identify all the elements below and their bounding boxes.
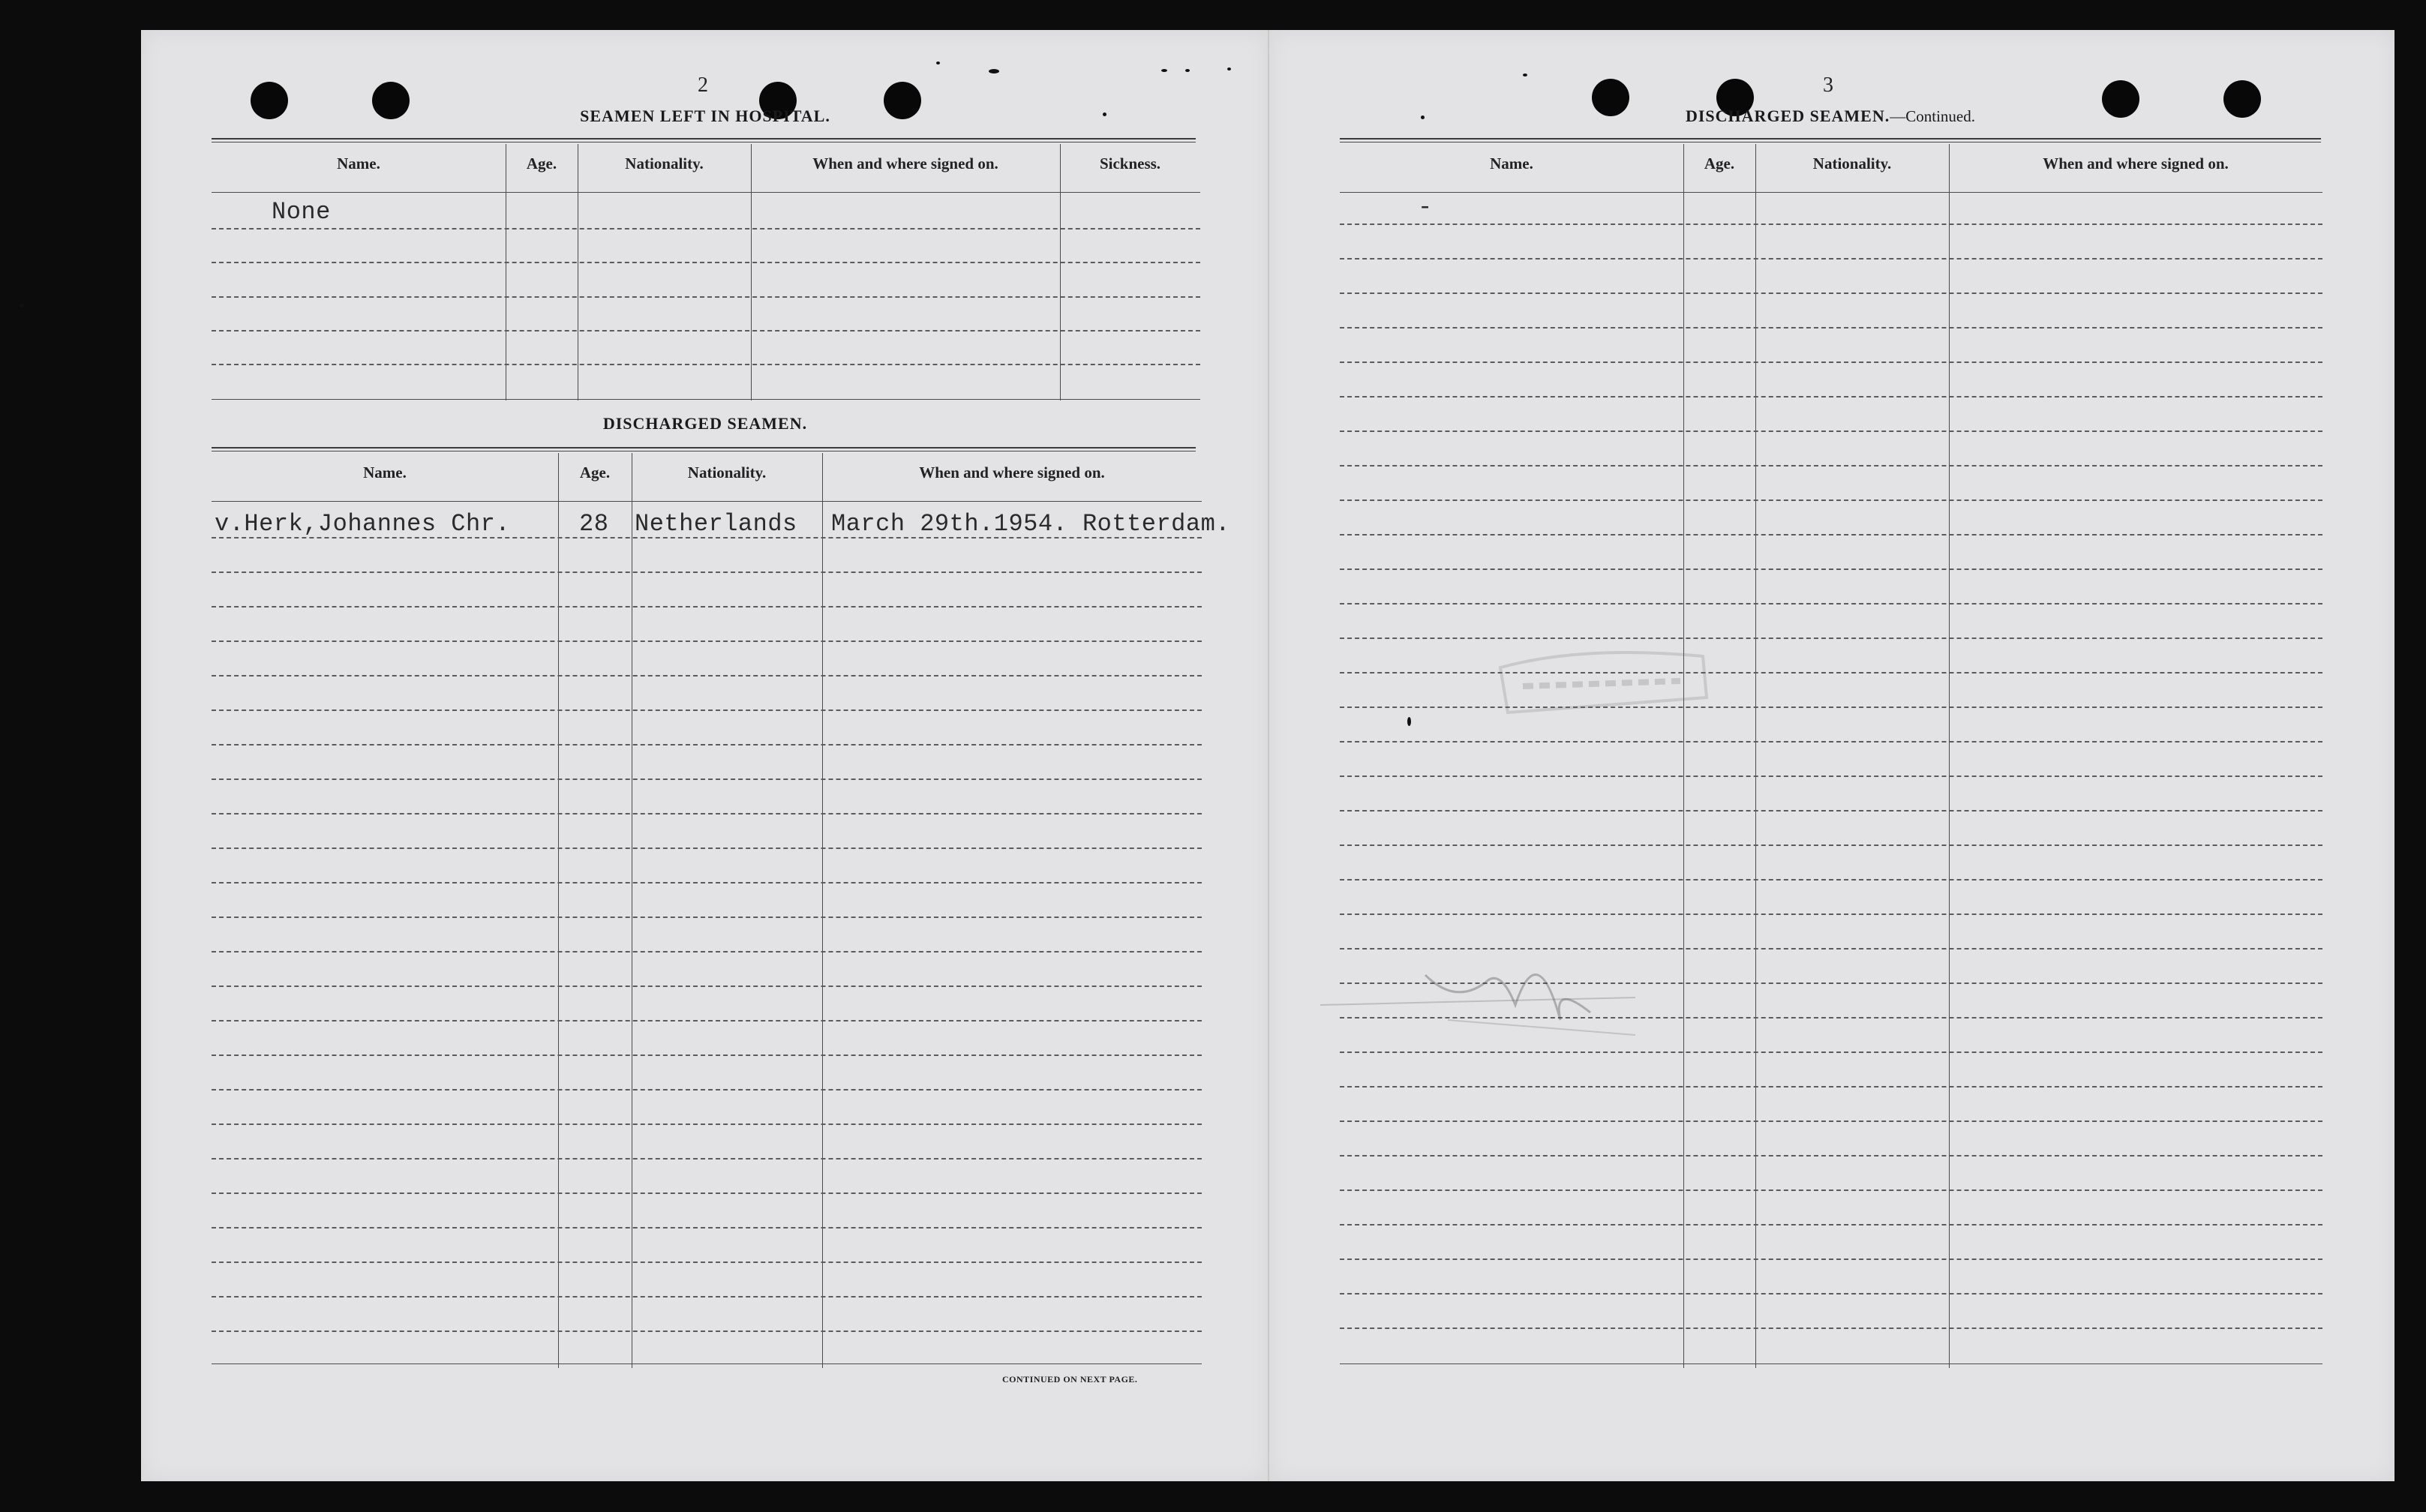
- discharged-table-right: [1340, 144, 2322, 1368]
- table-top-rule: [212, 447, 1196, 452]
- hospital-col-sickness: Sickness.: [1099, 154, 1161, 172]
- title-suffix: —Continued.: [1890, 107, 1975, 125]
- hospital-col-name: Name.: [337, 154, 380, 172]
- ink-speck: [1161, 69, 1167, 72]
- page-number-right: 3: [1823, 74, 1833, 97]
- discharged-continued-title: [1635, 106, 2025, 126]
- discharged-entry-nationality: Netherlands: [635, 510, 797, 538]
- discharged-section-title: DISCHARGED SEAMEN.: [602, 414, 808, 433]
- ink-speck: [1523, 74, 1527, 76]
- punch-hole: [372, 82, 410, 119]
- right-col-signed-on: When and where signed on.: [2043, 154, 2229, 172]
- ink-speck: [1421, 116, 1425, 119]
- discharged-table-left: [212, 453, 1202, 1368]
- ink-speck: [1407, 717, 1411, 726]
- hospital-table: [212, 144, 1200, 400]
- right-col-age: Age.: [1704, 154, 1735, 172]
- ink-speck: [1185, 69, 1190, 72]
- punch-hole: [1592, 79, 1629, 116]
- faint-signature: [1320, 922, 1650, 1058]
- table-top-rule: [212, 138, 1196, 142]
- hospital-col-signed-on: When and where signed on.: [812, 154, 998, 172]
- ink-speck: [20, 303, 24, 308]
- faint-stamp: [1493, 615, 1718, 735]
- ink-speck: [1227, 68, 1231, 70]
- discharged-entry-name: v.Herk,Johannes Chr.: [215, 510, 511, 538]
- title-text: DISCHARGED SEAMEN.: [1685, 106, 1890, 125]
- discharged-col-nationality: Nationality.: [687, 464, 767, 482]
- hospital-entry-name: None: [272, 198, 331, 226]
- hospital-col-age: Age.: [526, 154, 557, 172]
- page-number-left: 2: [698, 74, 708, 97]
- discharged-entry-age: 28: [579, 510, 609, 538]
- discharged-col-name: Name.: [363, 464, 407, 482]
- right-col-name: Name.: [1490, 154, 1533, 172]
- hospital-section-title: SEAMEN LEFT IN HOSPITAL.: [580, 106, 830, 125]
- punch-hole: [2102, 80, 2139, 118]
- continued-footnote: CONTINUED ON NEXT PAGE.: [1002, 1374, 1138, 1384]
- discharged-entry-signed-on: March 29th.1954. Rotterdam.: [831, 510, 1230, 538]
- hospital-col-nationality: Nationality.: [625, 154, 704, 172]
- discharged-col-signed-on: When and where signed on.: [919, 464, 1105, 482]
- ink-speck: [989, 69, 999, 74]
- ink-speck: [1103, 112, 1106, 116]
- ink-speck: [936, 62, 940, 64]
- punch-hole: [2223, 80, 2261, 118]
- right-entry-name: -: [1418, 194, 1433, 221]
- table-top-rule: [1340, 138, 2321, 142]
- discharged-col-age: Age.: [579, 464, 611, 482]
- punch-hole: [251, 82, 288, 119]
- right-col-nationality: Nationality.: [1812, 154, 1892, 172]
